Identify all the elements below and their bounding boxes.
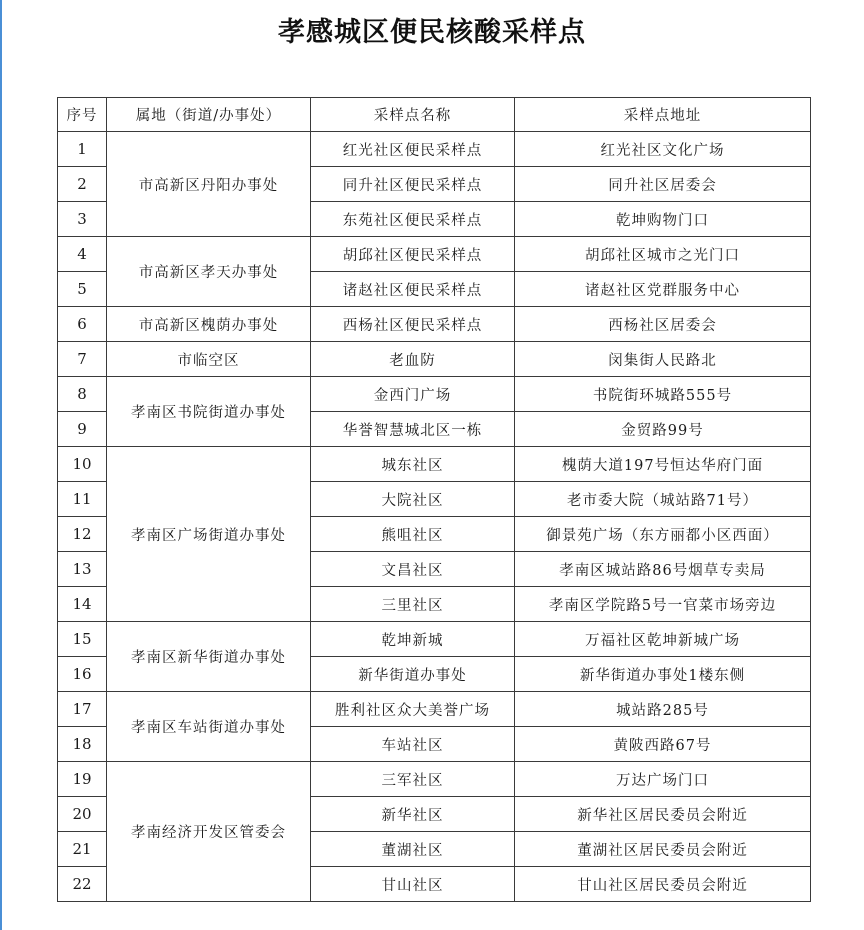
site-name-cell: 西杨社区便民采样点 bbox=[311, 307, 515, 342]
district-cell: 市高新区槐荫办事处 bbox=[107, 307, 311, 342]
row-number: 15 bbox=[58, 622, 107, 657]
site-name-cell: 胡邱社区便民采样点 bbox=[311, 237, 515, 272]
district-cell: 市临空区 bbox=[107, 342, 311, 377]
site-name-cell: 同升社区便民采样点 bbox=[311, 167, 515, 202]
table-row bbox=[58, 762, 811, 797]
row-number: 12 bbox=[58, 517, 107, 552]
site-name-cell: 三军社区 bbox=[311, 762, 515, 797]
district-cell: 市高新区孝天办事处 bbox=[107, 237, 311, 307]
site-address-cell: 甘山社区居民委员会附近 bbox=[515, 867, 811, 902]
row-number: 1 bbox=[58, 132, 107, 167]
header-site-name: 采样点名称 bbox=[311, 98, 515, 132]
site-address-cell: 闵集街人民路北 bbox=[515, 342, 811, 377]
row-number: 4 bbox=[58, 237, 107, 272]
table-row bbox=[58, 342, 811, 377]
site-address-cell: 万福社区乾坤新城广场 bbox=[515, 622, 811, 657]
district-cell: 孝南区新华街道办事处 bbox=[107, 622, 311, 692]
site-address-cell: 董湖社区居民委员会附近 bbox=[515, 832, 811, 867]
row-number: 3 bbox=[58, 202, 107, 237]
site-address-cell: 诸赵社区党群服务中心 bbox=[515, 272, 811, 307]
site-address-cell: 万达广场门口 bbox=[515, 762, 811, 797]
row-number: 2 bbox=[58, 167, 107, 202]
site-address-cell: 新华街道办事处1楼东侧 bbox=[515, 657, 811, 692]
site-name-cell: 甘山社区 bbox=[311, 867, 515, 902]
table-row bbox=[58, 377, 811, 412]
header-district: 属地（街道/办事处） bbox=[107, 98, 311, 132]
site-name-cell: 胜利社区众大美誉广场 bbox=[311, 692, 515, 727]
row-number: 20 bbox=[58, 797, 107, 832]
row-number: 13 bbox=[58, 552, 107, 587]
site-name-cell: 老血防 bbox=[311, 342, 515, 377]
site-name-cell: 城东社区 bbox=[311, 447, 515, 482]
site-address-cell: 书院街环城路555号 bbox=[515, 377, 811, 412]
table-row bbox=[58, 237, 811, 272]
left-border-line bbox=[0, 0, 2, 930]
row-number: 5 bbox=[58, 272, 107, 307]
site-address-cell: 孝南区学院路5号一官菜市场旁边 bbox=[515, 587, 811, 622]
site-name-cell: 华誉智慧城北区一栋 bbox=[311, 412, 515, 447]
site-address-cell: 金贸路99号 bbox=[515, 412, 811, 447]
table-body bbox=[58, 132, 811, 902]
row-number: 16 bbox=[58, 657, 107, 692]
table-row bbox=[58, 692, 811, 727]
site-name-cell: 红光社区便民采样点 bbox=[311, 132, 515, 167]
site-name-cell: 新华街道办事处 bbox=[311, 657, 515, 692]
site-address-cell: 红光社区文化广场 bbox=[515, 132, 811, 167]
row-number: 17 bbox=[58, 692, 107, 727]
row-number: 10 bbox=[58, 447, 107, 482]
row-number: 9 bbox=[58, 412, 107, 447]
site-name-cell: 文昌社区 bbox=[311, 552, 515, 587]
sampling-sites-table bbox=[57, 97, 811, 902]
district-cell: 孝南区车站街道办事处 bbox=[107, 692, 311, 762]
site-name-cell: 乾坤新城 bbox=[311, 622, 515, 657]
row-number: 22 bbox=[58, 867, 107, 902]
table-header-row bbox=[58, 98, 811, 132]
site-name-cell: 诸赵社区便民采样点 bbox=[311, 272, 515, 307]
row-number: 14 bbox=[58, 587, 107, 622]
header-no: 序号 bbox=[58, 98, 107, 132]
row-number: 18 bbox=[58, 727, 107, 762]
row-number: 8 bbox=[58, 377, 107, 412]
row-number: 6 bbox=[58, 307, 107, 342]
table-row bbox=[58, 132, 811, 167]
row-number: 21 bbox=[58, 832, 107, 867]
site-name-cell: 车站社区 bbox=[311, 727, 515, 762]
site-address-cell: 孝南区城站路86号烟草专卖局 bbox=[515, 552, 811, 587]
district-cell: 孝南区书院街道办事处 bbox=[107, 377, 311, 447]
site-address-cell: 新华社区居民委员会附近 bbox=[515, 797, 811, 832]
site-name-cell: 熊咀社区 bbox=[311, 517, 515, 552]
row-number: 7 bbox=[58, 342, 107, 377]
district-cell: 市高新区丹阳办事处 bbox=[107, 132, 311, 237]
row-number: 19 bbox=[58, 762, 107, 797]
site-address-cell: 老市委大院（城站路71号） bbox=[515, 482, 811, 517]
site-address-cell: 黄陂西路67号 bbox=[515, 727, 811, 762]
table-row bbox=[58, 447, 811, 482]
page-title: 孝感城区便民核酸采样点 bbox=[278, 17, 586, 48]
site-address-cell: 胡邱社区城市之光门口 bbox=[515, 237, 811, 272]
table-row bbox=[58, 307, 811, 342]
district-cell: 孝南经济开发区管委会 bbox=[107, 762, 311, 902]
table-row bbox=[58, 622, 811, 657]
site-address-cell: 乾坤购物门口 bbox=[515, 202, 811, 237]
header-site-address: 采样点地址 bbox=[515, 98, 811, 132]
site-address-cell: 城站路285号 bbox=[515, 692, 811, 727]
site-name-cell: 金西门广场 bbox=[311, 377, 515, 412]
site-name-cell: 三里社区 bbox=[311, 587, 515, 622]
site-name-cell: 东苑社区便民采样点 bbox=[311, 202, 515, 237]
site-address-cell: 御景苑广场（东方丽都小区西面） bbox=[515, 517, 811, 552]
row-number: 11 bbox=[58, 482, 107, 517]
site-name-cell: 董湖社区 bbox=[311, 832, 515, 867]
site-address-cell: 同升社区居委会 bbox=[515, 167, 811, 202]
site-address-cell: 西杨社区居委会 bbox=[515, 307, 811, 342]
site-name-cell: 大院社区 bbox=[311, 482, 515, 517]
site-name-cell: 新华社区 bbox=[311, 797, 515, 832]
district-cell: 孝南区广场街道办事处 bbox=[107, 447, 311, 622]
site-address-cell: 槐荫大道197号恒达华府门面 bbox=[515, 447, 811, 482]
